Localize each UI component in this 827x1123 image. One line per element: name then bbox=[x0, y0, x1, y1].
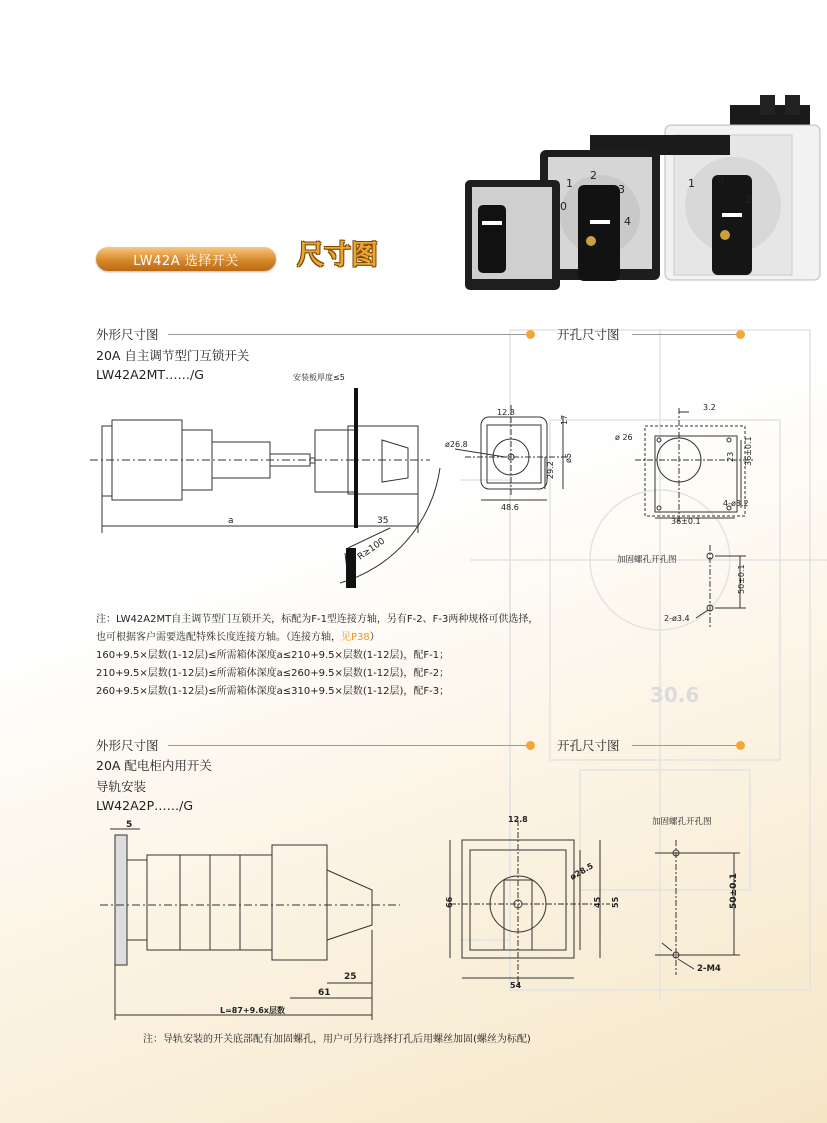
dim-holes-2: 2-ø3.4 bbox=[664, 614, 690, 623]
divider-dot bbox=[526, 741, 535, 750]
rail-front-view-drawing bbox=[440, 810, 620, 990]
divider-line bbox=[168, 334, 530, 335]
dial-label: 1 bbox=[688, 177, 695, 190]
dim-50: 50±0.1 bbox=[729, 872, 739, 909]
dim-5: 5 bbox=[126, 820, 133, 830]
product-description: 20A 配电柜内用开关 bbox=[96, 758, 212, 773]
divider-dot bbox=[736, 741, 745, 750]
page-title: 尺寸图 bbox=[297, 240, 378, 271]
product-description: 20A 自主调节型门互锁开关 bbox=[96, 348, 250, 363]
dim-36-h: 36±0.1 bbox=[671, 517, 701, 526]
cutout-dimension-heading: 开孔尺寸图 bbox=[557, 738, 620, 753]
divider-line bbox=[168, 745, 530, 746]
dim-dia-26-8: ø26.8 bbox=[445, 440, 468, 449]
note-line: 210+9.5×层数(1-12层)≤所需箱体深度a≤260+9.5×层数(1-12层)，配F-2； bbox=[96, 668, 450, 679]
divider-dot bbox=[526, 330, 535, 339]
dim-48-6: 48.6 bbox=[501, 503, 519, 512]
side-view-drawing bbox=[90, 368, 480, 590]
outline-dimension-heading: 外形尺寸图 bbox=[96, 738, 159, 753]
dim-54: 54 bbox=[510, 981, 522, 990]
dim-radius: R≥100 bbox=[355, 536, 388, 563]
outline-dimension-heading: 外形尺寸图 bbox=[96, 327, 159, 342]
dim-panel-thickness: 安装板厚度≤5 bbox=[293, 373, 345, 382]
rail-fixing-holes-drawing bbox=[650, 835, 750, 985]
note-line: 注：LW42A2MT自主调节型门互锁开关，标配为F-1型连接方轴，另有F-2、F-3两种规格可供选择， bbox=[96, 614, 539, 625]
dim-dia-5: ø5 bbox=[564, 453, 573, 463]
rail-note: 注：导轨安装的开关底部配有加固螺孔，用户可另行选择打孔后用螺丝加固(螺丝为标配) bbox=[143, 1034, 531, 1045]
dial-label: 2 bbox=[590, 169, 597, 182]
note-line: 160+9.5×层数(1-12层)≤所需箱体深度a≤210+9.5×层数(1-12层)，配F-1； bbox=[96, 650, 450, 661]
dim-17: 17 bbox=[560, 414, 569, 425]
page-reference-link[interactable]: 见P38 bbox=[341, 632, 370, 643]
front-view-drawing bbox=[445, 395, 585, 520]
dim-61: 61 bbox=[318, 988, 331, 998]
dim-45: 45 bbox=[593, 896, 602, 908]
svg-text:30.6: 30.6 bbox=[650, 683, 700, 707]
fixing-holes-title: 加固螺孔开孔图 bbox=[617, 555, 677, 565]
panel-cutout-drawing bbox=[615, 398, 765, 528]
dim-29-2: 29.2 bbox=[546, 461, 555, 479]
dim-3-2: 3.2 bbox=[703, 403, 716, 412]
rail-side-view-drawing bbox=[100, 815, 410, 1025]
notes-block bbox=[96, 611, 616, 701]
divider-line bbox=[632, 334, 736, 335]
dim-12-8: 12.8 bbox=[508, 815, 528, 824]
divider-dot bbox=[736, 330, 745, 339]
cutout-dimension-heading: 开孔尺寸图 bbox=[557, 327, 620, 342]
dial-label: 4 bbox=[624, 215, 631, 228]
dim-a: a bbox=[228, 516, 234, 526]
dial-label: 1 bbox=[566, 177, 573, 190]
note-line: 260+9.5×层数(1-12层)≤所需箱体深度a≤310+9.5×层数(1-12层)，配F-3； bbox=[96, 686, 450, 697]
fixing-holes-title: 加固螺孔开孔图 bbox=[652, 817, 712, 827]
mounting-type: 导轨安装 bbox=[96, 779, 147, 794]
dim-36-v: 36±0.1 bbox=[744, 436, 753, 466]
divider-line bbox=[632, 745, 736, 746]
dim-35: 35 bbox=[377, 516, 389, 526]
dial-label: 2 bbox=[745, 193, 752, 206]
dim-dia-28-5: ø28.5 bbox=[568, 861, 595, 882]
dim-dia-26: ø 26 bbox=[615, 433, 633, 442]
dim-50: 50±0.1 bbox=[737, 564, 746, 594]
dial-label: 3 bbox=[618, 183, 625, 196]
mounting-panel bbox=[354, 388, 358, 528]
dim-12-8: 12.8 bbox=[497, 408, 515, 417]
dim-holes: 4-ø3.2 bbox=[723, 499, 749, 508]
note-line: 也可根据客户需要选配特殊长度连接方轴。（连接方轴，见P38） bbox=[96, 632, 380, 643]
product-photo bbox=[460, 95, 827, 300]
dial-label: 0 bbox=[560, 200, 567, 213]
model-number: LW42A2P……/G bbox=[96, 798, 194, 813]
dim-m4: 2-M4 bbox=[697, 964, 721, 974]
dim-23: 23 bbox=[726, 451, 735, 462]
dim-25: 25 bbox=[344, 972, 357, 982]
series-label-badge: LW42A 选择开关 bbox=[96, 247, 276, 271]
dim-length-formula: L=87+9.6x层数 bbox=[220, 1006, 285, 1015]
dim-66: 66 bbox=[445, 896, 454, 908]
model-number: LW42A2MT……/G bbox=[96, 367, 204, 382]
dim-55: 55 bbox=[611, 896, 620, 908]
dial-label: 0 bbox=[717, 173, 724, 186]
